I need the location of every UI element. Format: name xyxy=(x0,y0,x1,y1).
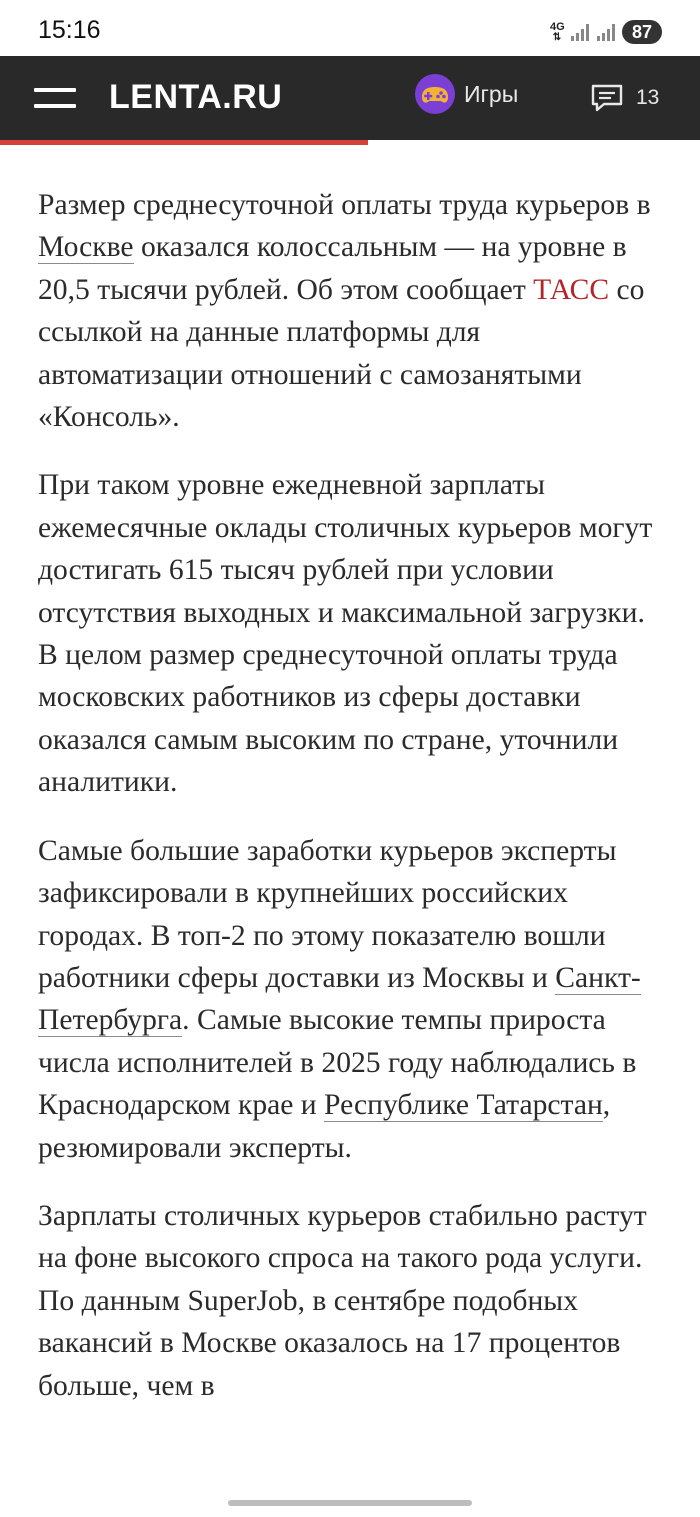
home-indicator[interactable] xyxy=(228,1500,472,1506)
network-type: 4G ⇅ xyxy=(550,20,565,43)
article-body xyxy=(38,184,668,1433)
signal-icon xyxy=(596,23,616,41)
link-saint-petersburg[interactable]: Санкт-Петербурга xyxy=(38,961,641,1037)
article-paragraph: Размер среднесуточной оплаты труда курьеров в Москве оказался колоссальным — на уровне в 20,5 тысячи рублей. Об этом сообщает ТАСС со ссылкой на данные платформы для автоматизации отношений с самозанятыми «Консоль». xyxy=(38,189,651,434)
games-icon xyxy=(414,73,456,115)
status-time: 15:16 xyxy=(38,16,101,44)
article-paragraph: При таком уровне ежедневной зарплаты ежемесячные оклады столичных курьеров могут достигать 615 тысяч рублей при условии отсутствия выходных и максимальной загрузки. В целом размер среднесуточной оплаты труда московских работников из сферы доставки оказался самым высоким по стране, уточнили аналитики. xyxy=(38,469,653,799)
status-bar xyxy=(0,0,700,56)
comments-button[interactable] xyxy=(590,78,659,118)
games-link[interactable] xyxy=(414,74,518,114)
signal-icon xyxy=(570,23,590,41)
site-header xyxy=(0,56,700,140)
games-label: Игры xyxy=(464,80,519,107)
menu-line xyxy=(34,88,76,92)
read-progress-fill xyxy=(0,140,368,145)
bottom-fade xyxy=(0,1460,700,1517)
link-tass[interactable]: ТАСС xyxy=(533,273,610,306)
comments-count: 13 xyxy=(636,86,660,109)
menu-line xyxy=(34,104,76,108)
menu-icon[interactable] xyxy=(34,84,76,112)
comments-icon xyxy=(590,83,624,113)
status-icons xyxy=(550,18,662,46)
battery-icon: 87 xyxy=(622,20,662,44)
site-logo[interactable]: LENTA.RU xyxy=(109,78,283,116)
link-moscow[interactable]: Москве xyxy=(38,231,134,264)
article-paragraph: Самые большие заработки курьеров эксперты зафиксировали в крупнейших российских городах. В топ-2 по этому показателю вошли работники сферы доставки из Москвы и Санкт-Петербурга. Самые высокие темпы прироста числа исполнителей в 2025 году наблюдались в Краснодарском крае и Республике Татарстан, резюмировали эксперты. xyxy=(38,834,641,1164)
read-progress-bar xyxy=(0,140,700,145)
article-paragraph: Зарплаты столичных курьеров стабильно растут на фоне высокого спроса на такого рода услуги. По данным SuperJob, в сентябре подобных вакансий в Москве оказалось на 17 процентов больше, чем в xyxy=(38,1199,647,1402)
link-tatarstan[interactable]: Республике Татарстан xyxy=(324,1089,603,1122)
